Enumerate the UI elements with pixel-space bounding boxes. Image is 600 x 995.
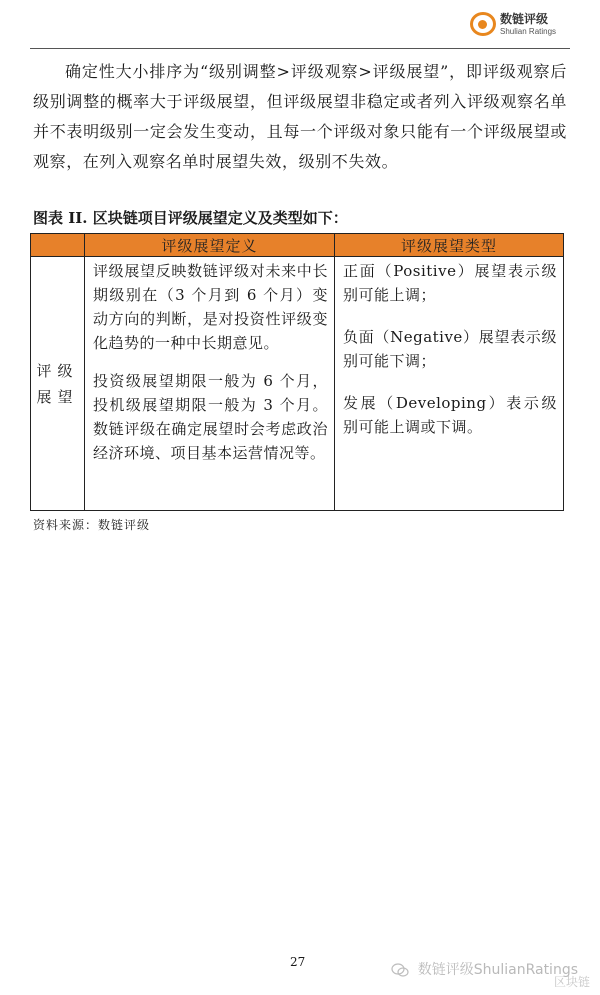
definition-paragraph: 投资级展望期限一般为 6 个月，投机级展望期限一般为 3 个月。数链评级在确定展望时会考虑政治经济环境、项目基本运营情况等。 bbox=[93, 372, 328, 462]
page-header bbox=[30, 0, 570, 48]
source-note: 资料来源：数链评级 bbox=[33, 518, 151, 532]
wechat-icon bbox=[391, 963, 409, 977]
type-positive: 正面（Positive）展望表示级别可能上调； bbox=[343, 262, 557, 304]
definition-cell bbox=[85, 257, 335, 511]
table-header-definition: 评级展望定义 bbox=[85, 234, 335, 257]
definition-paragraph: 评级展望反映数链评级对未来中长期级别在（3 个月到 6 个月）变动方向的判断，是对投资性评级变化趋势的一种中长期意见。 bbox=[93, 262, 328, 352]
table-header-blank bbox=[31, 234, 85, 257]
outlook-table bbox=[30, 233, 564, 511]
type-developing: 发展（Developing）表示级别可能上调或下调。 bbox=[343, 394, 557, 436]
table-header-row bbox=[31, 234, 564, 257]
figure-title: 图表 II. 区块链项目评级展望定义及类型如下： bbox=[33, 209, 348, 227]
logo-english-name: Shulian Ratings bbox=[500, 27, 557, 36]
types-cell bbox=[335, 257, 564, 511]
type-negative: 负面（Negative）展望表示级别可能下调； bbox=[343, 328, 557, 370]
company-logo bbox=[470, 10, 570, 42]
watermark-text: 数链评级ShulianRatings bbox=[417, 962, 578, 978]
watermark-sub: 区块链 bbox=[553, 975, 590, 989]
logo-icon bbox=[470, 12, 496, 36]
body-paragraph: 确定性大小排序为“级别调整>评级观察>评级展望”，即评级观察后级别调整的概率大于评级展望，但评级展望非稳定或者列入评级观察名单并不表明级别一定会发生变动，且每一个评级对象只能有一个评级展望或观察，在列入观察名单时展望失效，级别不失效。 bbox=[33, 62, 567, 171]
row-label bbox=[31, 257, 85, 511]
watermark bbox=[391, 959, 578, 981]
header-divider bbox=[30, 48, 570, 49]
table-header-types: 评级展望类型 bbox=[335, 234, 564, 257]
logo-chinese-name: 数链评级 bbox=[500, 12, 549, 26]
row-label-text: 评级展望 bbox=[36, 361, 79, 406]
table-row bbox=[31, 257, 564, 511]
page-number: 27 bbox=[290, 955, 306, 969]
